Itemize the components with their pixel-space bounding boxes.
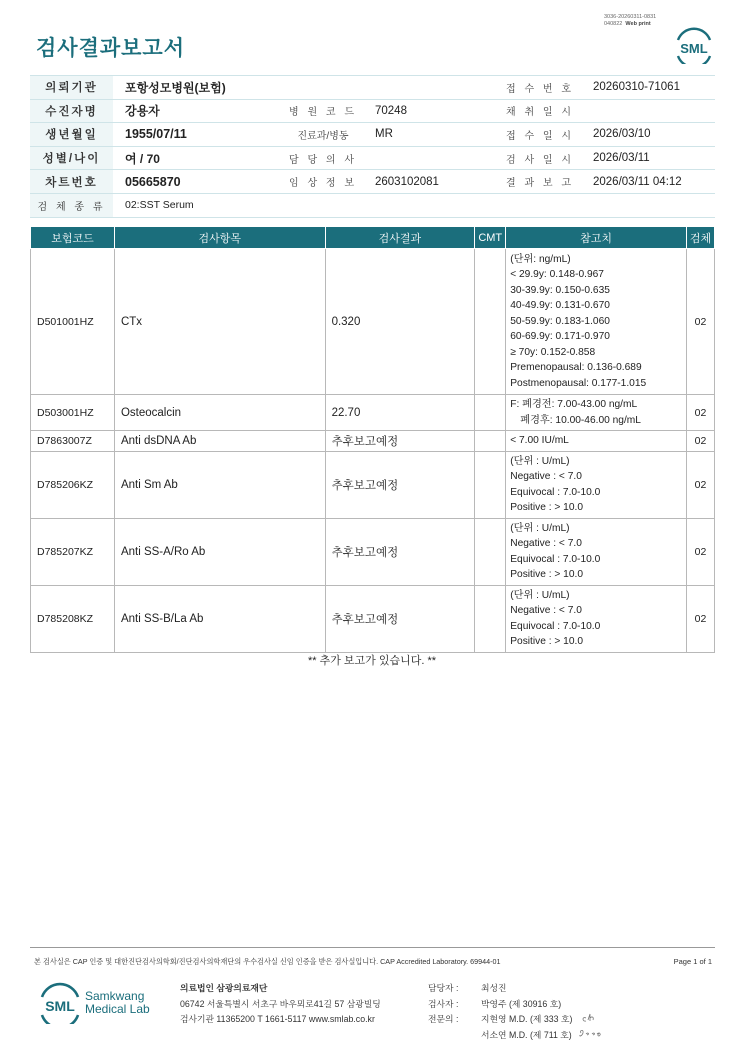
reference-line: Premenopausal: 0.136-0.689 xyxy=(510,362,642,374)
results-header-row xyxy=(31,227,715,249)
specimen-label: 검 체 종 류 xyxy=(30,193,113,217)
staff-value: 서소연 M.D. (제 711 호) xyxy=(481,1029,572,1040)
col-header-ref: 참고치 xyxy=(506,227,687,249)
print-code-number: 040822 xyxy=(604,21,623,27)
request-org-label: 의뢰기관 xyxy=(30,76,113,100)
birth-value: 1955/07/11 xyxy=(113,123,283,147)
reference-line: Positive : > 10.0 xyxy=(510,502,584,513)
reference-line: ≥ 70y: 0.152-0.858 xyxy=(510,346,596,358)
col-header-result: 검사결과 xyxy=(325,227,475,249)
reference-line: < 7.00 IU/mL xyxy=(510,435,569,446)
hospital-code-label: 병 원 코 드 xyxy=(283,99,363,123)
reference-line: (단위 : U/mL) xyxy=(510,522,570,534)
reference-line: Equivocal : 7.0-10.0 xyxy=(510,553,601,565)
cmt-cell xyxy=(475,395,506,431)
org-name: 의료법인 삼광의료재단 xyxy=(180,983,268,993)
reference-line: 40-49.9y: 0.131-0.670 xyxy=(510,300,610,312)
table-row xyxy=(31,395,715,431)
reference-line: Postmenopausal: 0.177-1.015 xyxy=(510,377,647,389)
collect-date-label: 채 취 일 시 xyxy=(499,99,581,123)
reference-range-cell xyxy=(506,431,687,452)
test-result-cell: 0.320 xyxy=(325,249,475,395)
patient-value: 강용자 xyxy=(113,99,283,123)
info-row xyxy=(30,146,715,170)
reception-no-value: 20260310-71061 xyxy=(581,76,715,100)
specimen-cell: 02 xyxy=(686,431,714,452)
reference-line: 폐경후: 10.00-46.00 ng/mL xyxy=(520,414,641,426)
reference-line: (단위: ng/mL) xyxy=(510,253,571,265)
specimen-cell: 02 xyxy=(686,585,714,652)
reference-line: < 29.9y: 0.148-0.967 xyxy=(510,269,604,281)
reference-line: Negative : < 7.0 xyxy=(510,605,582,616)
table-row xyxy=(31,518,715,585)
staff-label xyxy=(428,1028,466,1044)
print-code-line2 xyxy=(604,21,656,28)
staff-value: 최성진 xyxy=(481,983,507,993)
clinical-label: 임 상 정 보 xyxy=(283,170,363,194)
web-print-label: Web print xyxy=(625,21,651,27)
sml-footer-logo-text: SML xyxy=(45,998,75,1014)
page-title: 검사결과보고서 xyxy=(36,37,186,60)
table-row xyxy=(31,249,715,395)
print-code xyxy=(604,14,656,28)
sml-logo-text: SML xyxy=(680,41,708,56)
reference-line: F: 폐경전: 7.00-43.00 ng/mL xyxy=(510,399,638,410)
reference-line: 50-59.9y: 0.183-1.060 xyxy=(510,315,610,327)
cmt-cell xyxy=(475,249,506,395)
org-address: 06742 서울특별시 서초구 바우뫼로41길 57 삼광빌딩 xyxy=(180,998,381,1009)
specimen-cell: 02 xyxy=(686,518,714,585)
report-label: 결 과 보 고 xyxy=(499,170,581,194)
clinical-value: 2603102081 xyxy=(363,170,499,194)
cmt-cell xyxy=(475,518,506,585)
staff-label: 담당자 : xyxy=(428,983,459,993)
collect-date-value xyxy=(581,99,715,123)
sml-footer-logo-icon xyxy=(38,982,82,1024)
reference-range-cell xyxy=(506,518,687,585)
birth-label: 생년월일 xyxy=(30,123,113,147)
reference-line: 60-69.9y: 0.171-0.970 xyxy=(510,331,610,343)
col-header-item: 검사항목 xyxy=(114,227,325,249)
logo-line2: Medical Lab xyxy=(85,1002,150,1016)
test-code-cell: D503001HZ xyxy=(31,395,115,431)
test-date-label: 검 사 일 시 xyxy=(499,146,581,170)
staff-row xyxy=(428,981,572,997)
chart-value: 05665870 xyxy=(113,170,283,194)
staff-row xyxy=(428,1028,572,1044)
reference-line: (단위 : U/mL) xyxy=(510,455,570,467)
staff-row xyxy=(428,1012,572,1028)
info-row xyxy=(30,170,715,194)
reference-line: (단위 : U/mL) xyxy=(510,589,570,601)
specimen-cell: 02 xyxy=(686,395,714,431)
results-body xyxy=(31,249,715,653)
doctor-label: 담 당 의 사 xyxy=(283,146,363,170)
info-row xyxy=(30,99,715,123)
test-code-cell: D7863007Z xyxy=(31,431,115,452)
test-result-cell: 추후보고예정 xyxy=(325,585,475,652)
org-block xyxy=(180,981,381,1028)
results-table xyxy=(30,226,715,653)
test-code-cell: D785206KZ xyxy=(31,451,115,518)
patient-info-table xyxy=(30,75,715,218)
reference-line: Negative : < 7.0 xyxy=(510,538,582,549)
sex-age-value: 여 / 70 xyxy=(113,146,283,170)
info-row xyxy=(30,193,715,217)
test-result-cell: 22.70 xyxy=(325,395,475,431)
test-code-cell: D501001HZ xyxy=(31,249,115,395)
report-value: 2026/03/11 04:12 xyxy=(581,170,715,194)
specimen-cell: 02 xyxy=(686,451,714,518)
receipt-date-value: 2026/03/10 xyxy=(581,123,715,147)
reference-range-cell xyxy=(506,451,687,518)
cmt-cell xyxy=(475,431,506,452)
receipt-date-label: 접 수 일 시 xyxy=(499,123,581,147)
info-row xyxy=(30,76,715,100)
cmt-cell xyxy=(475,451,506,518)
staff-value: 지현영 M.D. (제 333 호) xyxy=(481,1014,573,1024)
table-row xyxy=(31,431,715,452)
staff-value: 박영주 (제 30916 호) xyxy=(481,998,562,1009)
col-header-cmt: CMT xyxy=(475,227,506,249)
reference-line: Equivocal : 7.0-10.0 xyxy=(510,486,601,498)
test-result-cell: 추후보고예정 xyxy=(325,431,475,452)
signature-mark xyxy=(578,1008,608,1042)
print-code-line1: 3036-20260311-0831 xyxy=(604,14,657,20)
dept-label: 진료과/병동 xyxy=(283,123,363,147)
footer-logo-wordmark xyxy=(85,990,150,1016)
chart-label: 차트번호 xyxy=(30,170,113,194)
dept-value: MR xyxy=(363,123,499,147)
test-item-cell: CTx xyxy=(114,249,325,395)
reference-line: Equivocal : 7.0-10.0 xyxy=(510,620,601,632)
test-result-cell: 추후보고예정 xyxy=(325,451,475,518)
reference-line: Negative : < 7.0 xyxy=(510,471,582,482)
staff-label: 검사자 : xyxy=(428,998,459,1009)
request-org-value: 포항성모병원(보험) xyxy=(113,76,499,100)
test-item-cell: Anti Sm Ab xyxy=(114,451,325,518)
test-code-cell: D785208KZ xyxy=(31,585,115,652)
staff-block xyxy=(428,981,572,1043)
reference-range-cell xyxy=(506,249,687,395)
doctor-value xyxy=(363,146,499,170)
test-item-cell: Anti SS-B/La Ab xyxy=(114,585,325,652)
hospital-code-value: 70248 xyxy=(363,99,499,123)
cmt-cell xyxy=(475,585,506,652)
specimen-cell: 02 xyxy=(686,249,714,395)
test-item-cell: Anti SS-A/Ro Ab xyxy=(114,518,325,585)
col-header-specimen: 검체 xyxy=(686,227,714,249)
logo-line1: Samkwang xyxy=(85,989,145,1003)
reference-line: 30-39.9y: 0.150-0.635 xyxy=(510,284,610,296)
page-number: Page 1 of 1 xyxy=(673,957,712,966)
table-row xyxy=(31,451,715,518)
staff-row xyxy=(428,997,572,1013)
specimen-value: 02:SST Serum xyxy=(113,193,715,217)
test-result-cell: 추후보고예정 xyxy=(325,518,475,585)
reference-line: Positive : > 10.0 xyxy=(510,569,584,580)
sex-age-label: 성별/나이 xyxy=(30,146,113,170)
end-note: ** 추가 보고가 있습니다. ** xyxy=(307,655,437,667)
table-row xyxy=(31,585,715,652)
reception-no-label: 접 수 번 호 xyxy=(499,76,581,100)
org-contact: 검사기관 11365200 T 1661-5117 www.smlab.co.kr xyxy=(180,1014,375,1024)
test-item-cell: Anti dsDNA Ab xyxy=(114,431,325,452)
reference-range-cell xyxy=(506,395,687,431)
info-row xyxy=(30,123,715,147)
test-code-cell: D785207KZ xyxy=(31,518,115,585)
footer-divider xyxy=(30,947,715,948)
sml-logo-icon xyxy=(674,26,714,64)
footer-accreditation-note: 본 검사실은 CAP 인증 및 대한진단검사의학회/진단검사의학재단의 우수검사실 신임 인증을 받은 검사실입니다. CAP Accredited Laboratory. 69944-01 xyxy=(34,957,501,966)
col-header-code: 보험코드 xyxy=(31,227,115,249)
test-item-cell: Osteocalcin xyxy=(114,395,325,431)
reference-line: Positive : > 10.0 xyxy=(510,636,584,647)
reference-range-cell xyxy=(506,585,687,652)
patient-label: 수진자명 xyxy=(30,99,113,123)
test-date-value: 2026/03/11 xyxy=(581,146,715,170)
staff-label: 전문의 : xyxy=(428,1014,459,1024)
